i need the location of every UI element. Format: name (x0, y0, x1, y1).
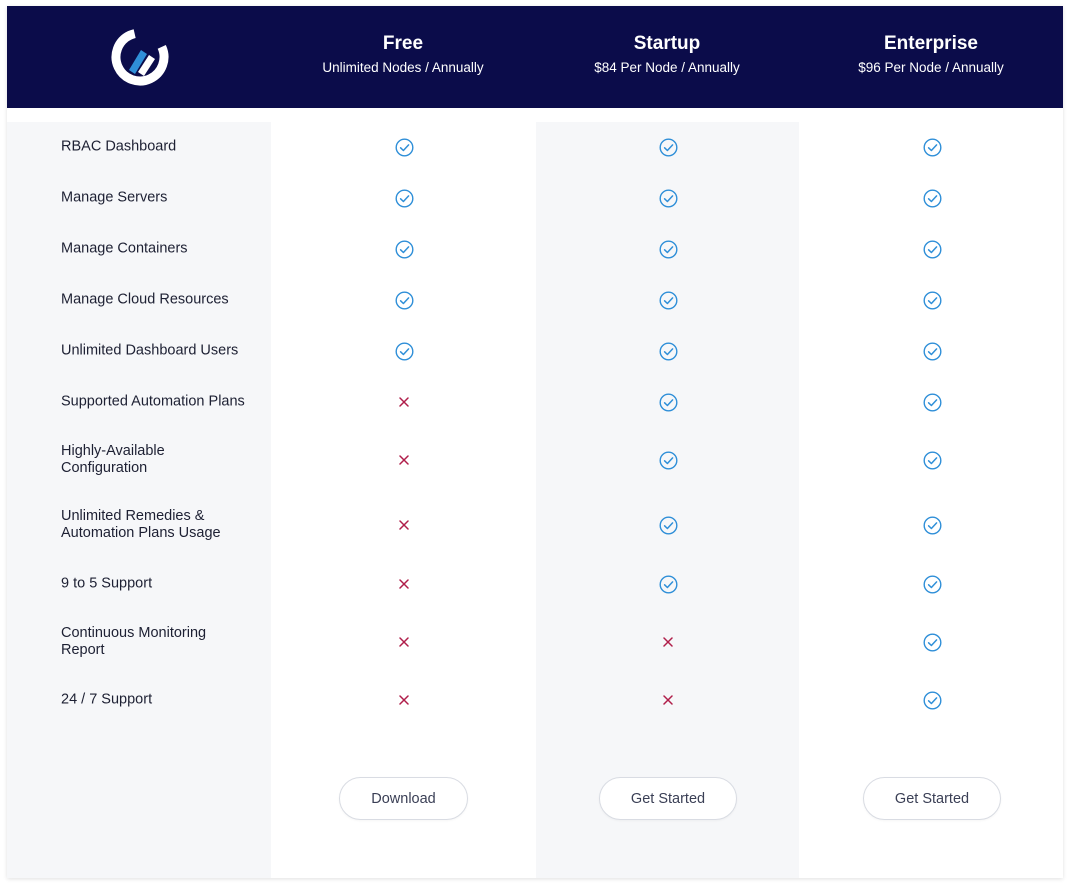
startup-get-started-button[interactable]: Get Started (599, 777, 737, 820)
check-icon-free (394, 137, 414, 157)
check-icon-startup (658, 574, 678, 594)
feature-label: Highly-Available Configuration (61, 443, 165, 476)
pricing-header (7, 6, 1063, 108)
cross-icon-startup (658, 632, 678, 652)
plan-head-enterprise (799, 32, 1063, 78)
check-icon-enterprise (922, 632, 942, 652)
feature-label: Continuous Monitoring Report (61, 625, 207, 658)
feature-label: Manage Cloud Resources (61, 291, 229, 308)
check-icon-startup (658, 137, 678, 157)
plan-name-startup: Startup (633, 33, 701, 54)
check-icon-startup (658, 515, 678, 535)
feature-label: Manage Servers (61, 189, 168, 206)
check-icon-enterprise (922, 515, 942, 535)
enterprise-get-started-button[interactable]: Get Started (863, 777, 1001, 820)
plan-price-free: Unlimited Nodes / Annually (322, 60, 484, 75)
check-icon-enterprise (922, 392, 942, 412)
check-icon-free (394, 341, 414, 361)
cross-icon-free (394, 632, 414, 652)
check-icon-enterprise (922, 690, 942, 710)
cross-icon-free (394, 690, 414, 710)
cross-icon-free (394, 574, 414, 594)
feature-label: 24 / 7 Support (61, 691, 153, 708)
check-icon-enterprise (922, 450, 942, 470)
startup-column-bg (536, 122, 799, 878)
plan-price-enterprise: $96 Per Node / Annually (858, 60, 1004, 75)
check-icon-startup (658, 290, 678, 310)
check-icon-enterprise (922, 137, 942, 157)
feature-column-bg (7, 122, 271, 878)
feature-label: RBAC Dashboard (61, 138, 177, 155)
check-icon-enterprise (922, 239, 942, 259)
check-icon-enterprise (922, 290, 942, 310)
cross-icon-free (394, 515, 414, 535)
feature-label: Manage Containers (61, 240, 188, 257)
cross-icon-free (394, 450, 414, 470)
cross-icon-free (394, 392, 414, 412)
feature-label: Supported Automation Plans (61, 393, 245, 410)
check-icon-startup (658, 450, 678, 470)
feature-label: 9 to 5 Support (61, 575, 153, 592)
plan-head-startup (535, 32, 799, 78)
check-icon-enterprise (922, 341, 942, 361)
check-icon-free (394, 290, 414, 310)
check-icon-enterprise (922, 188, 942, 208)
cross-icon-startup (658, 690, 678, 710)
check-icon-enterprise (922, 574, 942, 594)
feature-label: Unlimited Remedies & Automation Plans Usage (61, 508, 221, 541)
check-icon-startup (658, 239, 678, 259)
plan-head-free (271, 32, 535, 78)
check-icon-free (394, 188, 414, 208)
check-icon-startup (658, 188, 678, 208)
pricing-table (7, 6, 1063, 878)
brand-logo-icon (111, 26, 169, 88)
plan-name-free: Free (382, 33, 424, 54)
plan-price-startup: $84 Per Node / Annually (594, 60, 740, 75)
feature-label: Unlimited Dashboard Users (61, 342, 239, 359)
check-icon-free (394, 239, 414, 259)
plan-name-enterprise: Enterprise (884, 33, 978, 54)
download-button[interactable]: Download (339, 777, 468, 820)
check-icon-startup (658, 392, 678, 412)
check-icon-startup (658, 341, 678, 361)
